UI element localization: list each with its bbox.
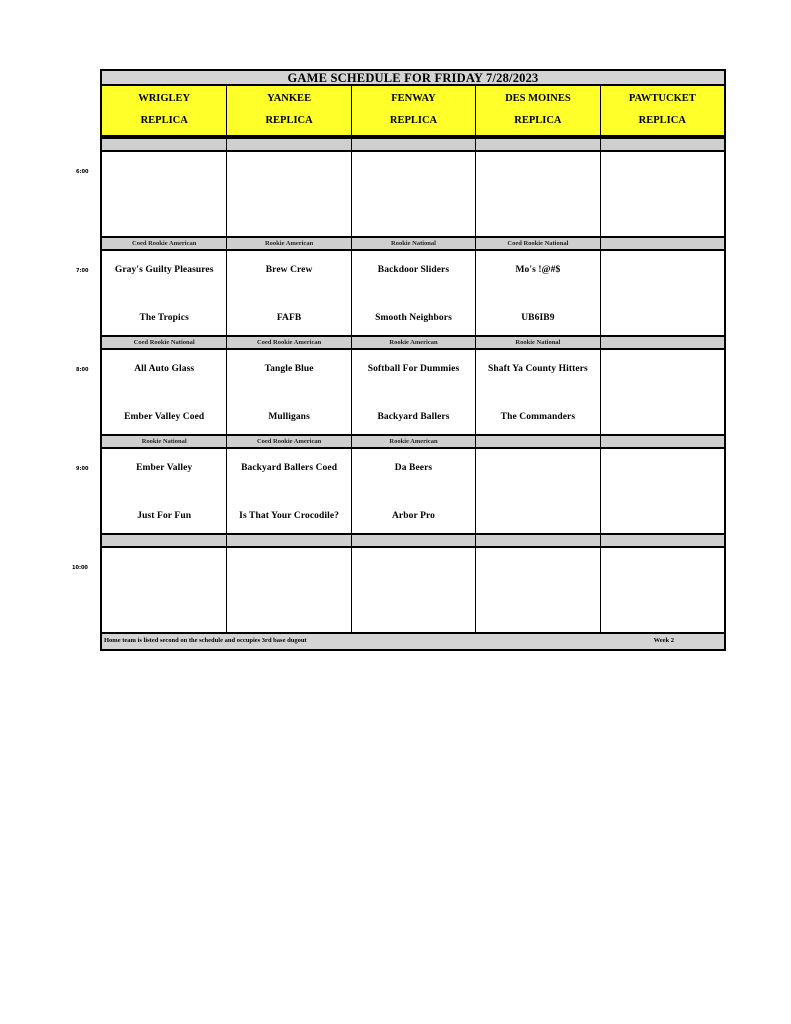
field-sub: REPLICA xyxy=(140,114,188,126)
home-team: Is That Your Crocodile? xyxy=(239,511,340,521)
home-team: Smooth Neighbors xyxy=(375,313,452,323)
home-team-note: Home team is listed second on the schedule and occupies 3rd base dugout xyxy=(104,637,307,644)
away-team: Ember Valley xyxy=(136,463,193,473)
time-label: 8:00 xyxy=(76,367,89,373)
division-bar xyxy=(102,137,724,152)
game-cell xyxy=(226,251,350,335)
division-label: Rookie National xyxy=(141,438,187,445)
field-name: PAWTUCKET xyxy=(628,93,696,105)
home-team: Mulligans xyxy=(268,412,310,422)
game-cell xyxy=(600,449,724,533)
game-cell xyxy=(351,548,475,632)
field-header-row xyxy=(100,86,726,137)
away-team: Brew Crew xyxy=(265,265,313,275)
time-label: 6:00 xyxy=(76,169,89,175)
game-cell xyxy=(475,152,599,236)
away-team: All Auto Glass xyxy=(134,364,195,374)
division-label xyxy=(600,535,724,546)
division-bar xyxy=(102,533,724,548)
division-label: Rookie American xyxy=(226,238,350,249)
division-bar xyxy=(102,236,724,251)
division-label xyxy=(475,139,599,150)
game-row xyxy=(102,251,724,335)
field-sub: REPLICA xyxy=(638,114,686,126)
game-cell xyxy=(102,449,226,533)
game-cell xyxy=(475,449,599,533)
away-team: Gray's Guilty Pleasures xyxy=(114,265,214,275)
division-label: Coed Rookie American xyxy=(226,436,350,447)
home-team: UB6IB9 xyxy=(521,313,555,323)
away-team: Da Beers xyxy=(394,463,433,473)
field-sub: REPLICA xyxy=(265,114,313,126)
game-cell xyxy=(475,350,599,434)
division-label xyxy=(600,337,724,348)
division-label: Rookie American xyxy=(351,436,475,447)
game-cell xyxy=(600,548,724,632)
division-label xyxy=(351,139,475,150)
division-bar xyxy=(102,434,724,449)
game-cell xyxy=(102,251,226,335)
field-header-wrigley xyxy=(102,86,226,135)
division-label xyxy=(351,535,475,546)
game-row xyxy=(102,548,724,632)
time-label: 9:00 xyxy=(76,466,89,472)
home-team: FAFB xyxy=(276,313,302,323)
division-label: Coed Rookie National xyxy=(475,238,599,249)
division-label xyxy=(475,436,599,447)
time-slots xyxy=(100,137,726,634)
away-team: Shaft Ya County Hitters xyxy=(487,364,588,374)
field-name: FENWAY xyxy=(391,93,436,105)
away-team: Mo's !@#$ xyxy=(515,265,561,275)
schedule-sheet xyxy=(100,69,726,651)
division-label xyxy=(475,535,599,546)
away-team: Backyard Ballers Coed xyxy=(241,463,338,473)
game-cell xyxy=(102,152,226,236)
schedule-footer xyxy=(100,634,726,651)
game-cell xyxy=(475,548,599,632)
game-cell xyxy=(226,548,350,632)
field-name: YANKEE xyxy=(267,93,312,105)
home-team: The Commanders xyxy=(500,412,576,422)
division-label xyxy=(226,535,350,546)
game-cell xyxy=(351,350,475,434)
game-cell xyxy=(475,251,599,335)
field-header-yankee xyxy=(226,86,350,135)
game-cell xyxy=(102,548,226,632)
field-name: DES MOINES xyxy=(505,93,571,105)
time-label: 10:00 xyxy=(72,565,88,571)
game-cell xyxy=(600,350,724,434)
field-sub: REPLICA xyxy=(389,114,438,126)
field-name: WRIGLEY xyxy=(138,93,191,105)
division-label xyxy=(600,139,724,150)
game-cell xyxy=(226,449,350,533)
home-team: The Tropics xyxy=(139,313,189,323)
division-label xyxy=(102,535,226,546)
away-team: Backdoor Sliders xyxy=(377,265,450,275)
home-team: Ember Valley Coed xyxy=(124,412,205,422)
field-header-pawtucket xyxy=(600,86,724,135)
game-cell xyxy=(351,152,475,236)
division-label: Rookie National xyxy=(351,238,475,249)
division-label xyxy=(600,436,724,447)
division-label: Coed Rookie American xyxy=(132,240,197,247)
field-header-fenway xyxy=(351,86,475,135)
away-team: Tangle Blue xyxy=(264,364,314,374)
home-team: Arbor Pro xyxy=(391,511,435,521)
home-team: Backyard Ballers xyxy=(377,412,450,422)
division-label xyxy=(600,238,724,249)
division-label: Rookie National xyxy=(475,337,599,348)
home-team: Just For Fun xyxy=(137,511,192,521)
game-cell xyxy=(600,152,724,236)
game-row xyxy=(102,350,724,434)
away-team: Softball For Dummies xyxy=(367,364,460,374)
schedule-title: GAME SCHEDULE FOR FRIDAY 7/28/2023 xyxy=(100,69,726,86)
game-cell xyxy=(226,350,350,434)
division-label xyxy=(226,139,350,150)
division-label: Coed Rookie American xyxy=(226,337,350,348)
time-label: 7:00 xyxy=(76,268,89,274)
game-row xyxy=(102,449,724,533)
division-label: Coed Rookie National xyxy=(133,339,195,346)
division-bar xyxy=(102,335,724,350)
week-label: Week 2 xyxy=(653,637,674,644)
game-row xyxy=(102,152,724,236)
game-cell xyxy=(351,251,475,335)
game-cell xyxy=(600,251,724,335)
field-sub: REPLICA xyxy=(514,114,562,126)
field-header-des-moines xyxy=(475,86,599,135)
division-label xyxy=(102,139,226,150)
game-cell xyxy=(351,449,475,533)
division-label: Rookie American xyxy=(351,337,475,348)
game-cell xyxy=(102,350,226,434)
game-cell xyxy=(226,152,350,236)
